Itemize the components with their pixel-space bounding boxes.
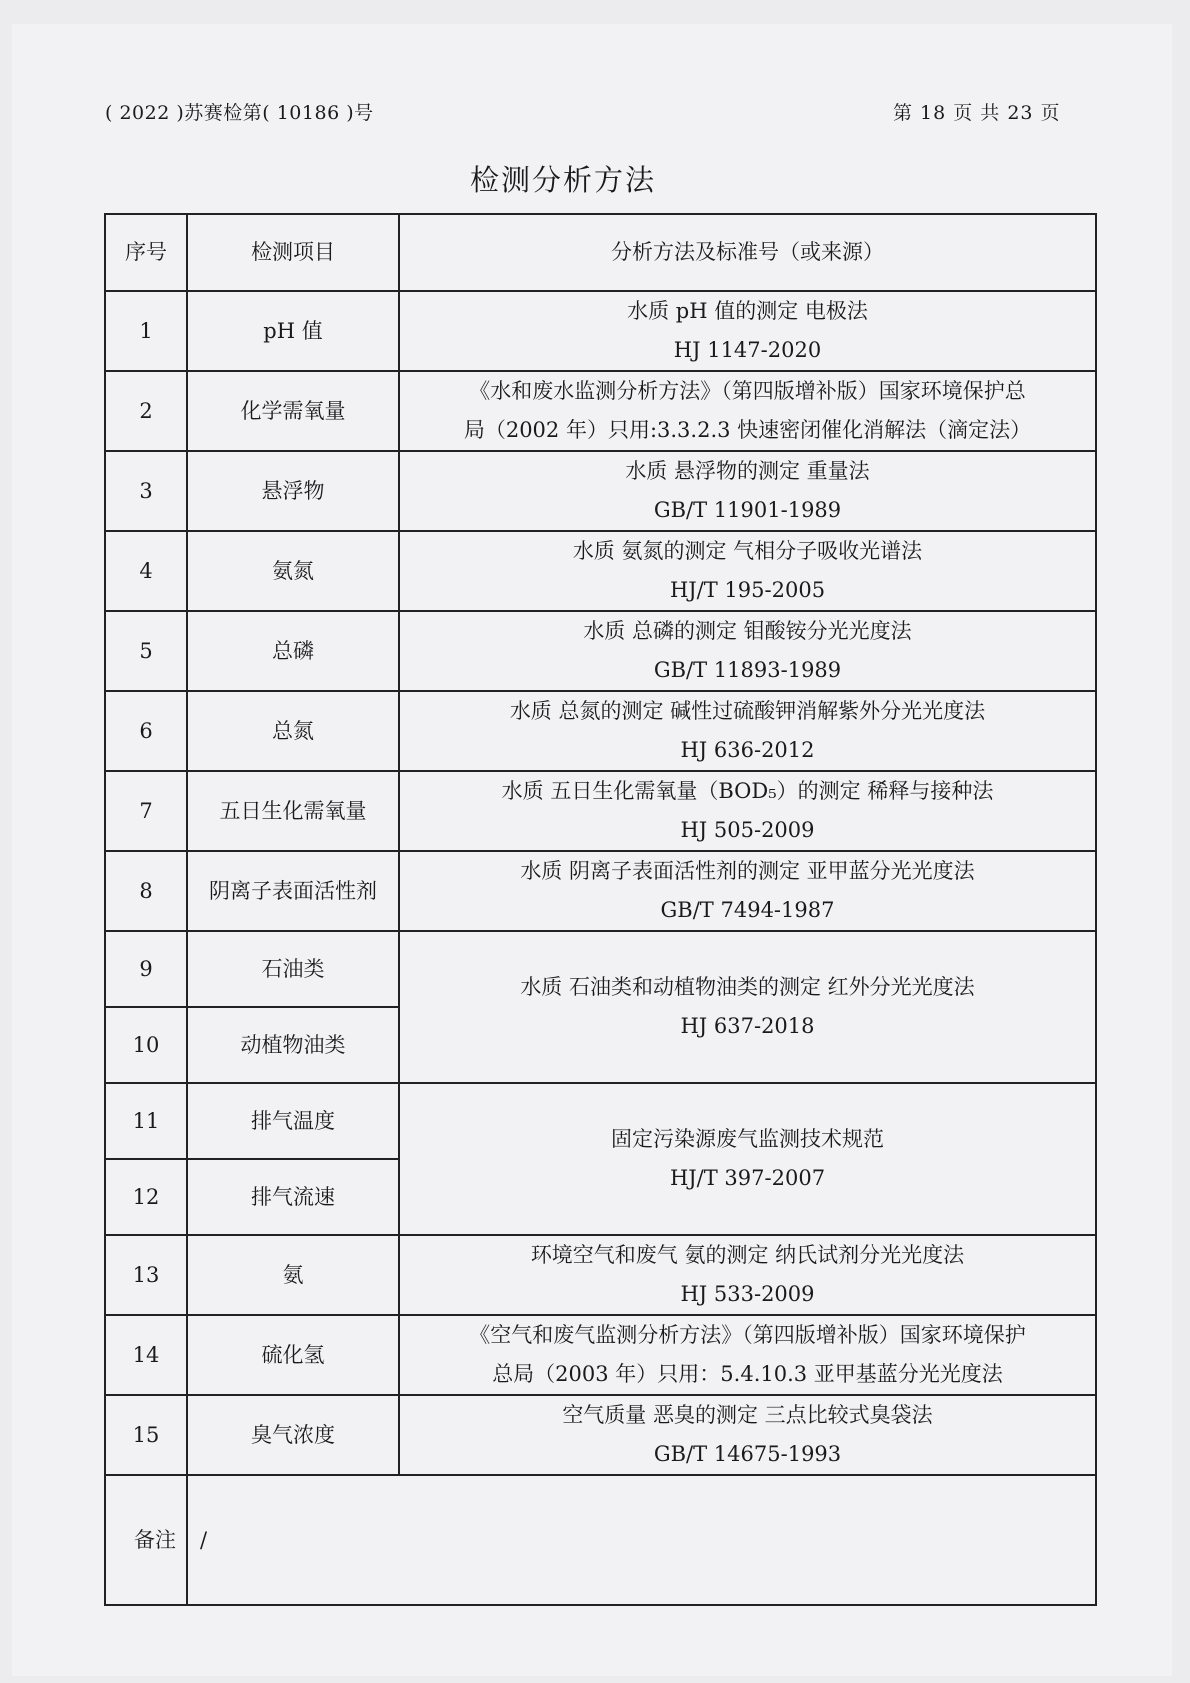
row-number: 5 xyxy=(105,611,187,691)
test-item: 硫化氢 xyxy=(187,1315,399,1395)
test-item: 阴离子表面活性剂 xyxy=(187,851,399,931)
test-item: pH 值 xyxy=(187,291,399,371)
table-row xyxy=(105,1235,1096,1315)
analysis-method xyxy=(399,1235,1096,1315)
table-row xyxy=(105,691,1096,771)
test-item: 动植物油类 xyxy=(187,1007,399,1083)
analysis-method xyxy=(399,1395,1096,1475)
test-item: 臭气浓度 xyxy=(187,1395,399,1475)
row-number: 7 xyxy=(105,771,187,851)
analysis-method xyxy=(399,931,1096,1083)
method-line: HJ 533-2009 xyxy=(680,1282,815,1306)
method-line: HJ 636-2012 xyxy=(680,738,815,762)
row-number: 10 xyxy=(105,1007,187,1083)
method-line: 水质 氨氮的测定 气相分子吸收光谱法 xyxy=(572,539,923,563)
method-line: 局（2002 年）只用:3.3.2.3 快速密闭催化消解法（滴定法） xyxy=(463,418,1032,442)
method-line: GB/T 11901-1989 xyxy=(653,498,842,522)
row-number: 8 xyxy=(105,851,187,931)
method-line: HJ 1147-2020 xyxy=(673,338,822,362)
table-header-row xyxy=(105,214,1096,291)
analysis-method xyxy=(399,371,1096,451)
method-line: 水质 总氮的测定 碱性过硫酸钾消解紫外分光光度法 xyxy=(509,699,986,723)
test-item: 总磷 xyxy=(187,611,399,691)
analysis-method xyxy=(399,851,1096,931)
row-number: 9 xyxy=(105,931,187,1007)
remark-row xyxy=(105,1475,1096,1605)
method-line: HJ/T 397-2007 xyxy=(669,1166,826,1190)
table-row xyxy=(105,371,1096,451)
method-line: 水质 pH 值的测定 电极法 xyxy=(627,299,868,323)
method-line: HJ/T 195-2005 xyxy=(669,578,826,602)
row-number: 2 xyxy=(105,371,187,451)
table-row xyxy=(105,931,1096,1007)
row-number: 3 xyxy=(105,451,187,531)
report-number: ( 2022 )苏赛检第( 10186 )号 xyxy=(105,102,374,124)
page-info: 第 18 页 共 23 页 xyxy=(893,102,1061,124)
table-row xyxy=(105,851,1096,931)
analysis-method xyxy=(399,531,1096,611)
method-line: GB/T 14675-1993 xyxy=(653,1442,842,1466)
column-header-item: 检测项目 xyxy=(187,214,399,291)
table-row xyxy=(105,531,1096,611)
row-number: 12 xyxy=(105,1159,187,1235)
table-row xyxy=(105,1315,1096,1395)
method-line: 《水和废水监测分析方法》（第四版增补版）国家环境保护总 xyxy=(469,379,1026,403)
analysis-method xyxy=(399,1083,1096,1235)
column-header-method: 分析方法及标准号（或来源） xyxy=(399,214,1096,291)
analysis-method xyxy=(399,1315,1096,1395)
method-line: HJ 505-2009 xyxy=(680,818,815,842)
test-item: 氨氮 xyxy=(187,531,399,611)
remark-label: 备注 xyxy=(105,1475,187,1605)
table-row xyxy=(105,611,1096,691)
test-item: 石油类 xyxy=(187,931,399,1007)
row-number: 15 xyxy=(105,1395,187,1475)
remark-value: / xyxy=(187,1475,1096,1605)
method-line: 水质 石油类和动植物油类的测定 红外分光光度法 xyxy=(520,975,975,999)
method-line: 固定污染源废气监测技术规范 xyxy=(611,1127,884,1151)
analysis-method xyxy=(399,771,1096,851)
method-line: 环境空气和废气 氨的测定 纳氏试剂分光光度法 xyxy=(530,1243,965,1267)
row-number: 13 xyxy=(105,1235,187,1315)
methods-table xyxy=(104,213,1097,1606)
table-row xyxy=(105,291,1096,371)
row-number: 11 xyxy=(105,1083,187,1159)
test-item: 化学需氧量 xyxy=(187,371,399,451)
method-line: 水质 五日生化需氧量（BOD₅）的测定 稀释与接种法 xyxy=(501,779,994,803)
row-number: 1 xyxy=(105,291,187,371)
row-number: 6 xyxy=(105,691,187,771)
method-line: 水质 悬浮物的测定 重量法 xyxy=(625,459,870,483)
table-row xyxy=(105,771,1096,851)
table-row xyxy=(105,1395,1096,1475)
column-header-no: 序号 xyxy=(105,214,187,291)
test-item: 悬浮物 xyxy=(187,451,399,531)
method-line: GB/T 11893-1989 xyxy=(653,658,842,682)
method-line: HJ 637-2018 xyxy=(680,1014,815,1038)
method-line: 水质 总磷的测定 钼酸铵分光光度法 xyxy=(583,619,912,643)
analysis-method xyxy=(399,691,1096,771)
table-row xyxy=(105,451,1096,531)
method-line: GB/T 7494-1987 xyxy=(660,898,835,922)
test-item: 排气流速 xyxy=(187,1159,399,1235)
row-number: 4 xyxy=(105,531,187,611)
analysis-method xyxy=(399,611,1096,691)
method-line: 空气质量 恶臭的测定 三点比较式臭袋法 xyxy=(562,1403,933,1427)
analysis-method xyxy=(399,291,1096,371)
page-title: 检测分析方法 xyxy=(470,163,657,197)
test-item: 总氮 xyxy=(187,691,399,771)
method-line: 水质 阴离子表面活性剂的测定 亚甲蓝分光光度法 xyxy=(520,859,975,883)
test-item: 排气温度 xyxy=(187,1083,399,1159)
analysis-method xyxy=(399,451,1096,531)
table-row xyxy=(105,1083,1096,1159)
test-item: 五日生化需氧量 xyxy=(187,771,399,851)
method-line: 总局（2003 年）只用：5.4.10.3 亚甲基蓝分光光度法 xyxy=(492,1362,1003,1386)
test-item: 氨 xyxy=(187,1235,399,1315)
method-line: 《空气和废气监测分析方法》（第四版增补版）国家环境保护 xyxy=(469,1323,1026,1347)
row-number: 14 xyxy=(105,1315,187,1395)
